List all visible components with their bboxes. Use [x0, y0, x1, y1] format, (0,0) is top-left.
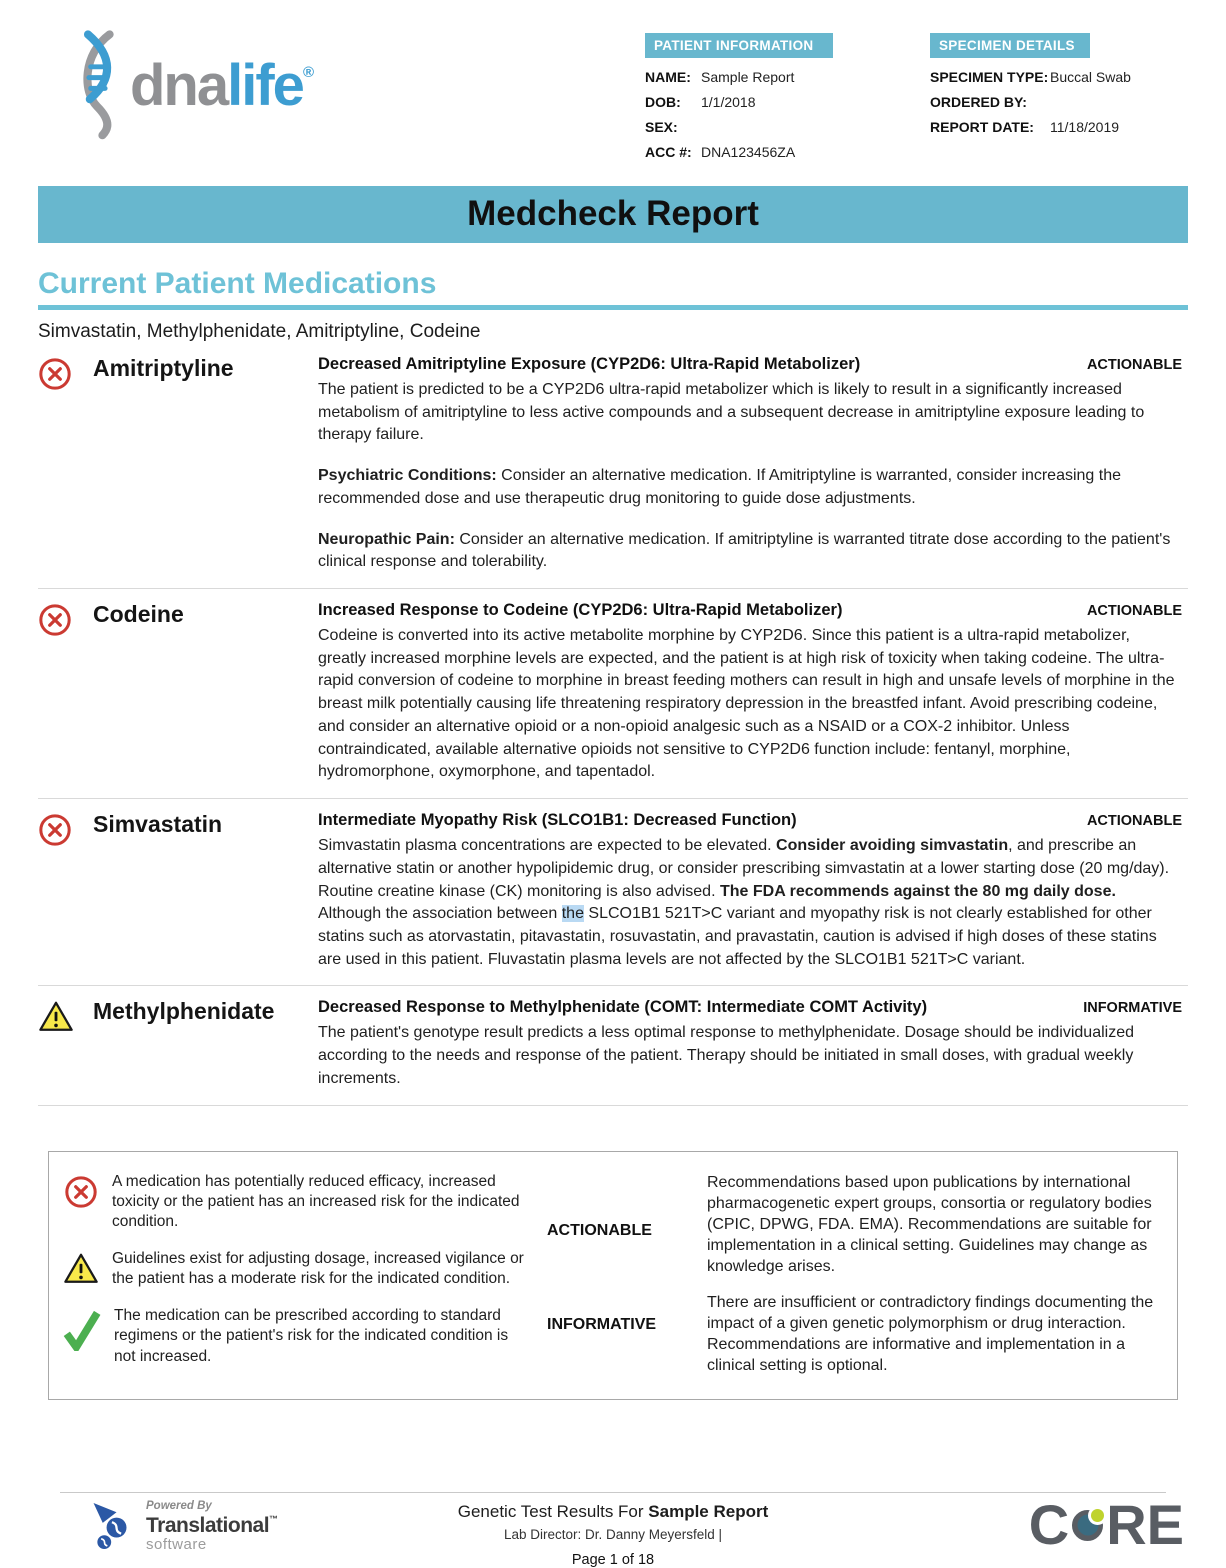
medication-detail: [318, 355, 1188, 574]
legend-item-standard: [63, 1306, 533, 1367]
patient-sex-row: [645, 119, 920, 135]
specimen-type-value: Buccal Swab: [1050, 69, 1131, 85]
medication-name: Methylphenidate: [93, 998, 275, 1025]
page-number: Page 1 of 18: [571, 1552, 655, 1568]
specimen-details-header: SPECIMEN DETAILS: [930, 33, 1090, 58]
brand-life-text: life: [227, 52, 303, 118]
patient-acc-row: [645, 144, 920, 160]
specimen-type-label: SPECIMEN TYPE:: [930, 69, 1049, 85]
patient-acc-label: ACC #:: [645, 144, 692, 160]
patient-name-label: NAME:: [645, 69, 691, 85]
software-text: software: [146, 1535, 207, 1553]
report-title: Medcheck Report: [467, 194, 759, 233]
patient-dob-value: 1/1/2018: [701, 94, 756, 110]
report-date-row: [930, 119, 1192, 135]
status-badge: INFORMATIVE: [1083, 1000, 1182, 1017]
translational-brand-text: Translational™: [146, 1513, 278, 1537]
current-medications-list: Simvastatin, Methylphenidate, Amitriptyline, Codeine: [38, 321, 481, 342]
legend-item-actionable: [63, 1172, 533, 1233]
translational-software-logo: [92, 1501, 278, 1556]
report-date-label: REPORT DATE:: [930, 119, 1034, 135]
medication-entries: [38, 343, 1188, 1106]
brand-dna-text: dna: [130, 52, 228, 118]
footer-patient-name: Sample Report: [648, 1502, 769, 1521]
patient-sex-label: SEX:: [645, 119, 678, 135]
warning-triangle-icon: [38, 998, 93, 1090]
medication-detail: [318, 811, 1188, 971]
patient-name-row: [645, 69, 920, 85]
core-o-icon: [1072, 1510, 1103, 1541]
status-badge: ACTIONABLE: [1086, 357, 1182, 373]
check-icon: [63, 1306, 101, 1351]
genetic-test-results-line: Genetic Test Results For Sample Report: [457, 1502, 769, 1521]
finding-paragraph: Psychiatric Conditions: Consider an alternative medication. If Amitriptyline is warranted, consider increasing the recommended dose and use therapeutic drug monitoring to guide dose adjustments.: [318, 467, 1122, 507]
finding-paragraph: Neuropathic Pain: Consider an alternative medication. If amitriptyline is warranted titrate dose according to the patient's clinical response and tolerability.: [318, 530, 1171, 571]
report-date-value: 11/18/2019: [1050, 119, 1120, 135]
core-letter-e: E: [1146, 1493, 1184, 1556]
legend-box: [48, 1151, 1178, 1400]
core-letter-c: C: [1028, 1493, 1070, 1556]
lab-director-line: Lab Director: Dr. Danny Meyersfeld |: [503, 1527, 723, 1542]
actionable-description: Recommendations based upon publications by international pharmacogenetic expert groups, consortia or regulatory bodies (CPIC, DPWG, FDA. EMA). Recommendations are suitable for implementation in a clinical setting. Guidelines may change as knowledge arises.: [707, 1173, 1152, 1275]
circle-x-icon: [38, 811, 93, 971]
finding-paragraph: Simvastatin plasma concentrations are expected to be elevated. Consider avoiding simvastatin, and prescribe an alternative statin or another hypolipidemic drug, or consider prescribing simvastatin at a lower starting dose (20 mg/day). Routine creatine kinase (CK) monitoring is also advised. The FDA recommends against the 80 mg daily dose. Although the association between the SLCO1B1 521T>C variant and myopathy risk is not clearly established for other statins such as atorvastatin, pitavastatin, rosuvastatin, and pravastatin, caution is advised if high doses of these statins are used in this patient. Fluvastatin plasma levels are not affected by the SLCO1B1 521T>C variant.: [318, 837, 1170, 968]
medication-name: Codeine: [93, 601, 184, 628]
finding-paragraph: Codeine is converted into its active metabolite morphine by CYP2D6. Since this patient is a ultra-rapid metabolizer, greatly increased morphine levels are expected, and the patient is at high risk of toxicity when taking codeine. The ultra-rapid conversion of codeine to morphine in breast feeding mothers can result in high and unsafe levels of morphine in the breast milk potentially causing life threatening respiratory depression in the breastfed infant. Avoid prescribing codeine, and consider an alternative opioid or a non-opioid analgesic such as a NSAID or a COX-2 inhibitor. Unless contraindicated, available alternative opioids not sensitive to CYP2D6 function include: fentanyl, morphine, hydromorphone, oxymorphone, and tapentadol.: [318, 627, 1175, 781]
warning-triangle-icon: [63, 1249, 99, 1285]
medication-entry-simvastatin: [38, 799, 1188, 986]
legend-item-text: Guidelines exist for adjusting dosage, increased vigilance or the patient has a moderate risk for the indicated condition.: [112, 1249, 524, 1288]
legend-item-text: A medication has potentially reduced efficacy, increased toxicity or the patient has an increased risk for the indicated condition.: [112, 1172, 520, 1231]
dnalife-logo: [70, 26, 314, 145]
translational-bee-icon: [92, 1501, 138, 1556]
text-selection-highlight: the: [561, 905, 584, 923]
legend-category-labels: [533, 1172, 703, 1377]
specimen-details-panel: [930, 33, 1192, 144]
trademark-symbol: ™: [269, 1513, 278, 1524]
patient-information-panel: [645, 33, 920, 169]
legend-item-text: The medication can be prescribed according to standard regimens or the patient's risk for the indicated condition is not increased.: [114, 1306, 509, 1365]
header: [0, 0, 1226, 186]
powered-by-text: Powered By: [146, 1500, 212, 1512]
circle-x-icon: [63, 1172, 99, 1209]
finding-paragraph: The patient's genotype result predicts a less optimal response to methylphenidate. Dosage should be individualized according to the needs and response of the patient. Therapy should be initiated in small doses, with gradual weekly increments.: [318, 1024, 1134, 1087]
core-letter-r: R: [1106, 1493, 1147, 1556]
finding-title: Increased Response to Codeine (CYP2D6: Ultra-Rapid Metabolizer): [318, 601, 843, 620]
medication-name: Amitriptyline: [93, 355, 234, 381]
finding-title: Decreased Response to Methylphenidate (COMT: Intermediate COMT Activity): [318, 998, 928, 1017]
legend-item-caution: [63, 1249, 533, 1290]
informative-description: There are insufficient or contradictory findings documenting the impact of a given genetic polymorphism or drug interaction. Recommendations are informative and implementation in a clinical setting is optional.: [707, 1294, 1154, 1375]
patient-name-value: Sample Report: [701, 69, 795, 85]
status-badge: ACTIONABLE: [1086, 813, 1182, 830]
report-title-banner: [38, 186, 1188, 243]
legend-icon-definitions: [63, 1172, 533, 1377]
status-badge: ACTIONABLE: [1086, 603, 1182, 620]
finding-title: Intermediate Myopathy Risk (SLCO1B1: Decreased Function): [318, 811, 797, 830]
section-title: Current Patient Medications: [38, 267, 1188, 310]
core-logo: [1028, 1493, 1184, 1556]
medication-entry-amitriptyline: [38, 343, 1188, 589]
specimen-type-row: [930, 69, 1192, 85]
medication-detail: [318, 601, 1188, 784]
medication-entry-methylphenidate: [38, 986, 1188, 1105]
patient-information-header: PATIENT INFORMATION: [645, 33, 833, 58]
footer: [60, 1492, 1184, 1568]
circle-x-icon: [38, 355, 93, 574]
dna-helix-icon: [70, 26, 124, 145]
legend-category-descriptions: [703, 1172, 1159, 1377]
medication-detail: [318, 998, 1188, 1090]
circle-x-icon: [38, 601, 93, 784]
finding-paragraph: The patient is predicted to be a CYP2D6 ultra-rapid metabolizer which is likely to result in a significantly increased metabolism of amitriptyline to less active compounds and a subsequent decrease in amitriptyline exposure leading to therapy failure.: [318, 381, 1145, 444]
medication-name: Simvastatin: [93, 811, 223, 838]
medication-entry-codeine: [38, 589, 1188, 799]
patient-dob-row: [645, 94, 920, 110]
ordered-by-label: ORDERED BY:: [930, 94, 1027, 110]
brand-wordmark: [130, 52, 314, 118]
actionable-label: ACTIONABLE: [547, 1221, 652, 1239]
patient-acc-value: DNA123456ZA: [701, 144, 796, 160]
informative-label: INFORMATIVE: [547, 1315, 657, 1333]
registered-mark: ®: [302, 63, 314, 81]
finding-title: Decreased Amitriptyline Exposure (CYP2D6: Ultra-Rapid Metabolizer): [318, 355, 861, 373]
ordered-by-row: [930, 94, 1192, 110]
patient-dob-label: DOB:: [645, 94, 681, 110]
